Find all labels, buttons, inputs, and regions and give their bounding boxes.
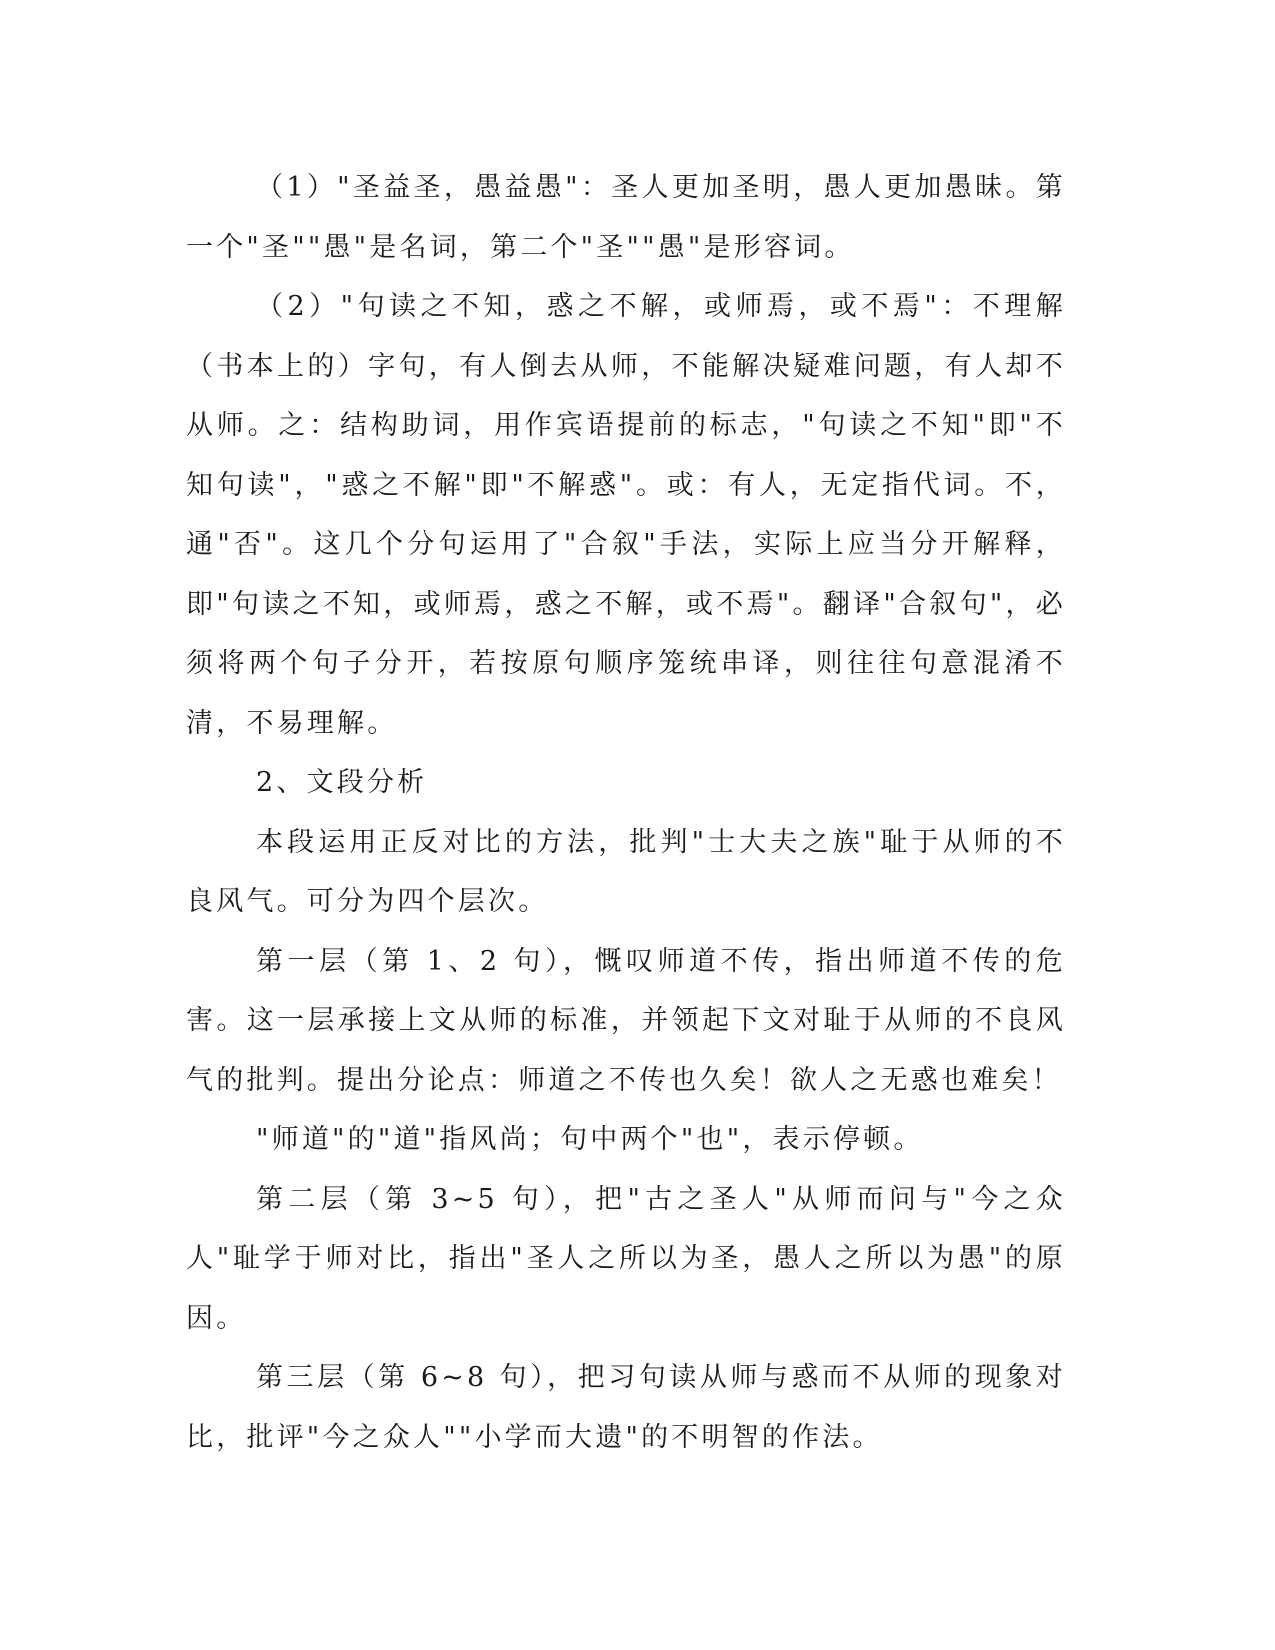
paragraph-layer-1: 第一层（第 1、2 句），慨叹师道不传，指出师道不传的危害。这一层承接上文从师的标准，并领起下文对耻于从师的不良风气的批判。提出分论点：师道之不传也久矣！欲人之无惑也难矣！ [186,945,1066,1096]
paragraph-layer-1-note: "师道"的"道"指风尚；句中两个"也"，表示停顿。 [256,1124,924,1155]
paragraph-note-1: （1）"圣益圣，愚益愚"：圣人更加圣明，愚人更加愚昧。第一个"圣""愚"是名词，第二个"圣""愚"是形容词。 [186,172,1066,263]
body-text [186,158,1066,1467]
paragraph-layer-2: 第二层（第 3~5 句），把"古之圣人"从师而问与"今之众人"耻学于师对比，指出"圣人之所以为圣，愚人之所以为愚"的原因。 [186,1183,1066,1334]
paragraph-summary: 本段运用正反对比的方法，批判"士大夫之族"耻于从师的不良风气。可分为四个层次。 [186,826,1066,917]
paragraph-layer-3: 第三层（第 6~8 句），把习句读从师与惑而不从师的现象对比，批评"今之众人""小学而大遗"的不明智的作法。 [186,1362,1066,1453]
section-heading: 2、文段分析 [256,767,428,798]
paragraph-note-2: （2）"句读之不知，惑之不解，或师焉，或不焉"：不理解（书本上的）字句，有人倒去从师，不能解决疑难问题，有人却不从师。之：结构助词，用作宾语提前的标志，"句读之不知"即"不知句读"，"惑之不解"即"不解惑"。或：有人，无定指代词。不，通"否"。这几个分句运用了"合叙"手法，实际上应当分开解释，即"句读之不知，或师焉，惑之不解，或不焉"。翻译"合叙句"，必须将两个句子分开，若按原句顺序笼统串译，则往往句意混淆不清，不易理解。 [186,291,1066,739]
